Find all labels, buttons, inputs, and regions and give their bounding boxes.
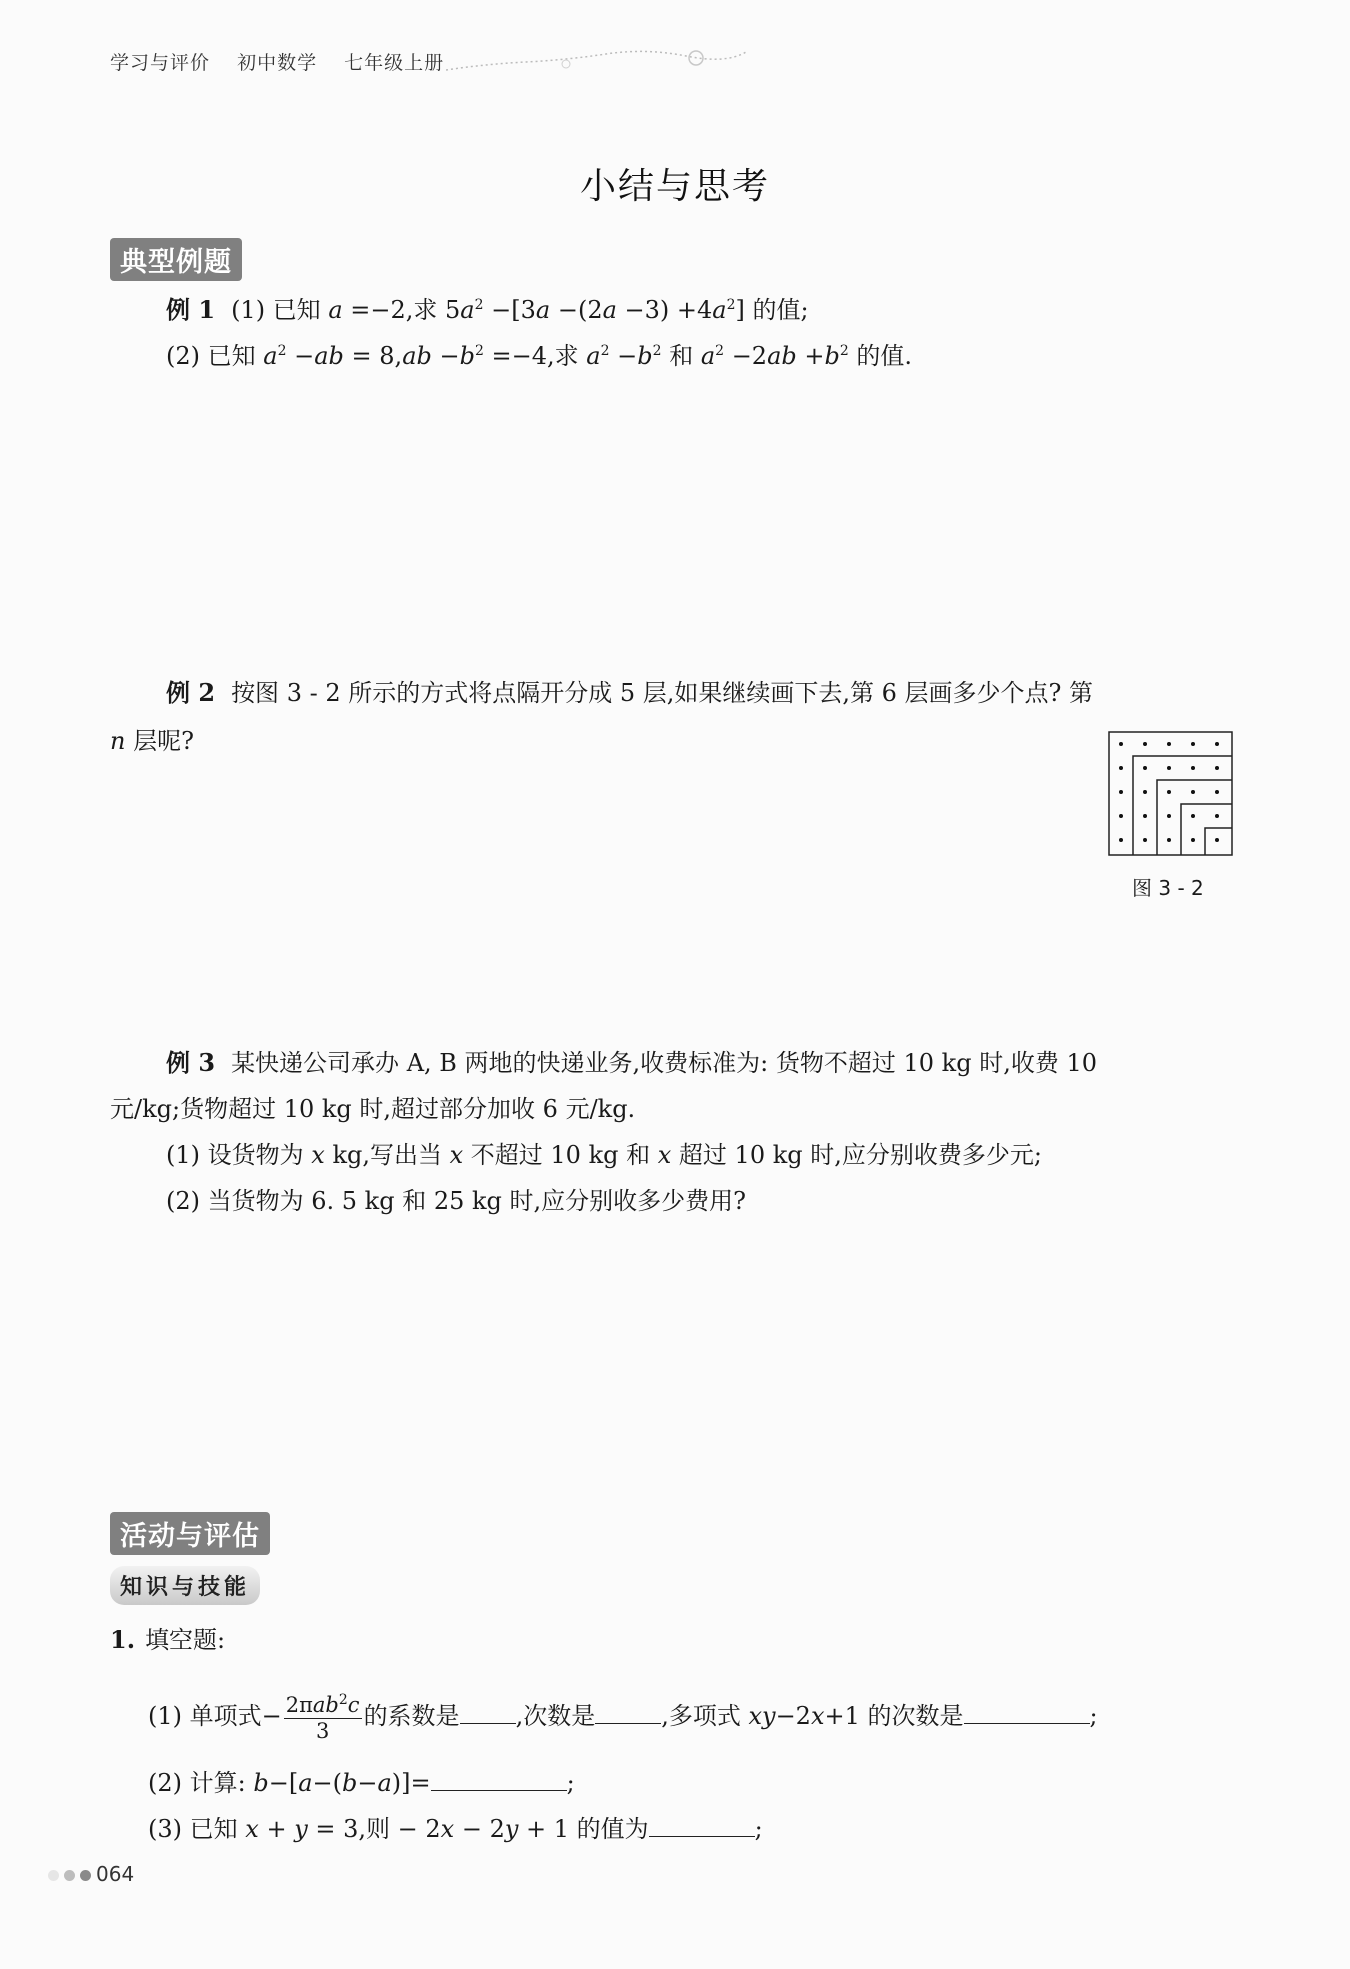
page-number-footer [48, 1862, 134, 1886]
figure-dot [1143, 766, 1147, 770]
var: b [824, 342, 840, 370]
text: ,多项式 [661, 1702, 749, 1730]
layer-5-corner [1205, 828, 1232, 855]
text: 2π [285, 1693, 313, 1717]
text: −( [312, 1769, 342, 1797]
figure-dot [1119, 814, 1123, 818]
text: ; [754, 1815, 763, 1843]
var: a [263, 342, 278, 370]
figure-dot [1119, 766, 1123, 770]
footer-dot-icon [64, 1870, 75, 1881]
text: (1) 单项式− [148, 1702, 282, 1730]
var: x [245, 1815, 259, 1843]
var: x [657, 1141, 672, 1169]
header-grade: 七年级上册 [344, 52, 445, 74]
var: b [459, 342, 475, 370]
text: 的值. [848, 342, 913, 370]
figure-dot [1167, 814, 1171, 818]
text: 某快递公司承办 A, B 两地的快递业务,收费标准为: 货物不超过 10 kg 时,收费 10 [231, 1049, 1098, 1077]
text: (1) 已知 [231, 296, 329, 324]
fraction-numerator [284, 1692, 362, 1719]
answer-blank[interactable] [964, 1699, 1090, 1724]
example3-label: 例 3 [166, 1048, 216, 1077]
text: +1 的次数是 [824, 1702, 964, 1730]
text: − [357, 1769, 378, 1797]
text: (2) 计算: [148, 1769, 254, 1797]
var: a [377, 1769, 392, 1797]
var: y [504, 1815, 519, 1843]
text: − [431, 342, 460, 370]
section-activity-evaluation: 活动与评估 [110, 1512, 270, 1555]
exponent: 2 [600, 343, 610, 359]
figure-dot [1119, 790, 1123, 794]
example3-line2: 元/kg;货物超过 10 kg 时,超过部分加收 6 元/kg. [110, 1095, 636, 1123]
answer-blank[interactable] [431, 1766, 567, 1791]
exponent: 2 [652, 343, 662, 359]
fraction [284, 1692, 362, 1743]
text: 和 [661, 342, 701, 370]
figure-dot [1215, 838, 1219, 842]
exponent: 2 [338, 1692, 348, 1708]
text: 不超过 10 kg 和 [463, 1141, 658, 1169]
problem1-sub2 [148, 1766, 575, 1798]
example2-label: 例 2 [166, 678, 216, 707]
text: (1) 设货物为 [166, 1141, 312, 1169]
problem1-title [110, 1625, 225, 1655]
figure-dot [1215, 814, 1219, 818]
figure-dot [1167, 838, 1171, 842]
var: b [637, 342, 653, 370]
text: ] 的值; [735, 296, 809, 324]
answer-blank[interactable] [460, 1699, 516, 1724]
var: ab [312, 1693, 339, 1717]
figure-dot [1215, 790, 1219, 794]
text: kg,写出当 [324, 1141, 450, 1169]
dot-layers-figure [1108, 731, 1234, 857]
text: −(2 [550, 296, 603, 324]
text: − [609, 342, 638, 370]
text: −[ [268, 1769, 299, 1797]
exponent: 2 [474, 297, 484, 313]
header-book: 学习与评价 [110, 52, 211, 74]
example1-part1 [166, 295, 809, 325]
text: (3) 已知 [148, 1815, 246, 1843]
text: =−2,求 5 [342, 296, 461, 324]
var: a [460, 296, 475, 324]
figure-dot [1119, 742, 1123, 746]
layer-1-square [1109, 732, 1232, 855]
text: 层呢? [125, 727, 194, 755]
text: − 2 [454, 1815, 505, 1843]
exponent: 2 [474, 343, 484, 359]
figure-dot [1167, 742, 1171, 746]
text: + 1 的值为 [518, 1815, 649, 1843]
var: c [347, 1693, 360, 1717]
example1-part2 [166, 341, 912, 371]
figure-dot [1191, 742, 1195, 746]
var: ab [402, 342, 432, 370]
page-number: 064 [96, 1862, 135, 1886]
figure-dot [1119, 838, 1123, 842]
var: a [298, 1769, 313, 1797]
text: (2) 已知 [166, 342, 264, 370]
text: ; [1089, 1702, 1098, 1730]
example3-question1 [166, 1140, 1042, 1170]
problem1-sub1 [148, 1686, 1098, 1746]
var: x [449, 1141, 464, 1169]
var: a [602, 296, 617, 324]
var: a [535, 296, 551, 324]
section-typical-examples: 典型例题 [110, 238, 242, 281]
layer-4-corner [1181, 804, 1232, 855]
text: ,次数是 [515, 1702, 596, 1730]
exponent: 2 [277, 343, 287, 359]
fraction-denominator: 3 [315, 1719, 330, 1743]
text: ; [566, 1769, 575, 1797]
figure-dot [1143, 838, 1147, 842]
figure-dots [1119, 742, 1219, 842]
text: −2 [775, 1702, 811, 1730]
text: )]= [391, 1769, 431, 1797]
example2-line1 [166, 678, 1093, 708]
figure-dot [1191, 766, 1195, 770]
figure-dot [1215, 742, 1219, 746]
text: + [796, 342, 825, 370]
text: =−4,求 [483, 342, 587, 370]
exponent: 2 [839, 343, 849, 359]
figure-dot [1191, 838, 1195, 842]
var: y [294, 1815, 308, 1843]
subsection-knowledge-skills: 知识与技能 [110, 1566, 260, 1605]
figure-dot [1167, 790, 1171, 794]
text: 的系数是 [363, 1702, 460, 1730]
var: x [311, 1141, 325, 1169]
text: −[3 [483, 296, 536, 324]
var: xy [748, 1702, 776, 1730]
answer-blank[interactable] [595, 1699, 661, 1724]
header-subject: 初中数学 [237, 52, 318, 74]
var: a [712, 296, 727, 324]
var: b [253, 1769, 269, 1797]
figure-dot [1191, 814, 1195, 818]
problem1-label: 1. [110, 1625, 136, 1654]
text: = 8, [343, 342, 403, 370]
figure-dot [1143, 814, 1147, 818]
answer-blank[interactable] [649, 1812, 755, 1837]
var: a [586, 342, 601, 370]
footer-dot-icon [80, 1870, 91, 1881]
text: + [258, 1815, 295, 1843]
var: a [328, 296, 343, 324]
example3-question2: (2) 当货物为 6. 5 kg 和 25 kg 时,应分别收多少费用? [166, 1187, 747, 1215]
example2-line2 [110, 726, 194, 756]
example1-label: 例 1 [166, 295, 216, 324]
var: ab [767, 342, 797, 370]
text: = 3,则 − 2 [307, 1815, 441, 1843]
text: 按图 3 - 2 所示的方式将点隔开分成 5 层,如果继续画下去,第 6 层画多少个点? 第 [231, 679, 1094, 707]
var: n [110, 727, 126, 755]
text: 填空题: [145, 1626, 226, 1654]
problem1-sub3 [148, 1812, 763, 1844]
text: −3) +4 [616, 296, 713, 324]
figure-dot [1215, 766, 1219, 770]
var: a [700, 342, 716, 370]
var: x [810, 1702, 825, 1730]
figure-caption: 图 3 - 2 [1132, 876, 1204, 900]
var: ab [314, 342, 344, 370]
footer-dot-icon [48, 1870, 59, 1881]
header-decoration [446, 42, 746, 82]
text: −2 [724, 342, 768, 370]
figure-dot [1143, 790, 1147, 794]
figure-dot [1143, 742, 1147, 746]
exponent: 2 [726, 297, 736, 313]
text: − [286, 342, 315, 370]
var: x [440, 1815, 455, 1843]
figure-dot [1191, 790, 1195, 794]
exponent: 2 [715, 343, 725, 359]
var: b [342, 1769, 358, 1797]
figure-dot [1167, 766, 1171, 770]
running-header [110, 48, 464, 75]
example3-line1 [166, 1048, 1097, 1078]
page-title: 小结与思考 [579, 166, 770, 207]
text: 超过 10 kg 时,应分别收费多少元; [671, 1141, 1042, 1169]
